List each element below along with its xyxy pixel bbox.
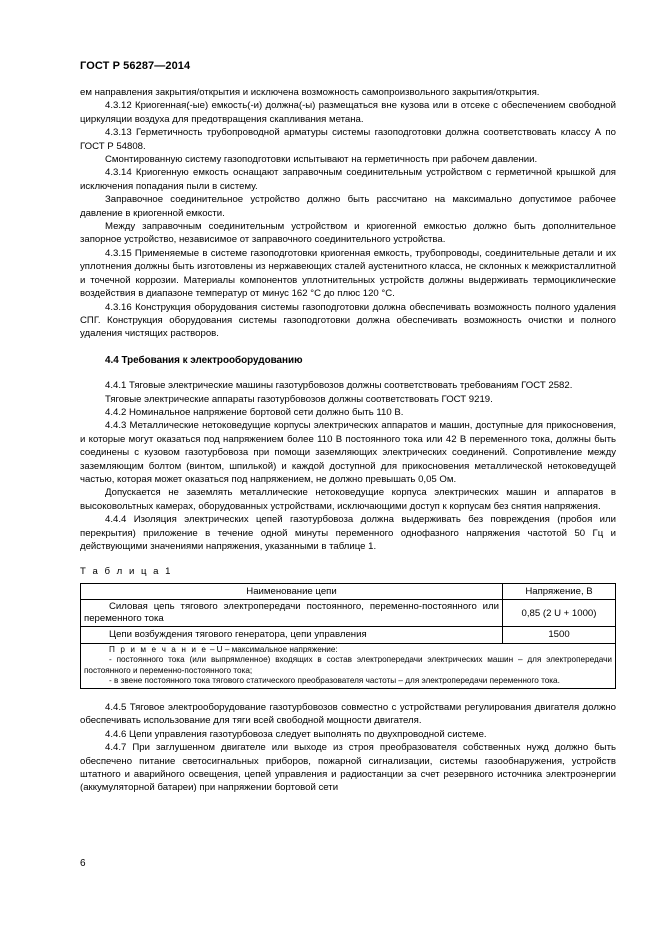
paragraph: 4.3.15 Применяемые в системе газоподготовки криогенная емкость, трубопроводы, соединительные детали и их уплотнения должны быть изготовлены из нержавеющих сталей аустенитного класса, не склонных к межкристаллитной и точечной коррозии. Материалы компонентов уплотнительных устройств должны выдерживать термоциклические воздействия в диапазоне температур от минус 162 °С до плюс 120 °С. xyxy=(80,247,616,300)
paragraph: 4.4.5 Тяговое электрооборудование газотурбовозов совместно с устройствами регулирования двигателя должно обеспечивать использование для тяги всей свободной мощности двигателя. xyxy=(80,702,616,727)
paragraph: 4.4.2 Номинальное напряжение бортовой сети должно быть 110 В. xyxy=(105,406,404,418)
note-title xyxy=(84,645,612,656)
table-header-row xyxy=(81,583,616,599)
table-cell-circuit: Силовая цепь тягового электропередачи постоянного, переменно-постоянного или переменного тока xyxy=(81,600,503,627)
note-label: П р и м е ч а н и е xyxy=(109,644,208,654)
paragraph: 4.3.13 Герметичность трубопроводной арматуры системы газоподготовки должна соответствовать классу А по ГОСТ Р 54808. xyxy=(80,127,616,152)
table-caption: Т а б л и ц а 1 xyxy=(80,566,173,578)
note-line: - в звене постоянного тока тягового статического преобразователя частоты – для электропередачи переменного тока. xyxy=(109,676,560,686)
paragraph: 4.4.3 Металлические нетоковедущие корпусы электрических аппаратов и машин, доступные для прикосновения, и которые могут оказаться под напряжением более 110 В постоянного тока или 42 В переменного тока, должны быть соединены с кузовом газотурбовоза при помощи заземляющих электрических соединений. Сопротивление между заземляющим болтом (винтом, шпилькой) и каждой доступной для прикосновения металлической нетоковедущей частью, которая может оказаться под напряжением, не должно превышать 0,05 Ом. xyxy=(80,420,616,485)
table-cell-voltage: 0,85 (2 U + 1000) xyxy=(503,600,616,627)
paragraph: 4.3.12 Криогенная(-ые) емкость(-и) должна(-ы) размещаться вне кузова или в отсеке с обеспечением свободной циркуляции воздуха для предотвращения скапливания метана. xyxy=(80,100,616,125)
paragraph: Смонтированную систему газоподготовки испытывают на герметичность при рабочем давлении. xyxy=(105,154,538,166)
column-header-circuit: Наименование цепи xyxy=(81,583,503,599)
document-body xyxy=(80,86,616,795)
table-cell-circuit: Цепи возбуждения тягового генератора, цепи управления xyxy=(81,627,503,643)
page-number: 6 xyxy=(80,858,86,869)
voltage-table xyxy=(80,583,616,689)
note-intro: – U – максимальное напряжение: xyxy=(207,644,338,654)
table-cell-voltage: 1500 xyxy=(503,627,616,643)
table-note xyxy=(81,643,616,688)
paragraph: 4.4.7 При заглушенном двигателе или выходе из строя преобразователя собственных нужд должно быть обеспечено питание светосигнальных приборов, пожарной сигнализации, системы газообнаружения, устройств штатного и аварийного освещения, цепей управления и радиостанции за счет резервного источника электроэнергии (аккумуляторной батареи) при напряжении бортовой сети xyxy=(80,742,616,794)
column-header-voltage: Напряжение, В xyxy=(503,583,616,599)
note-line: - постоянного тока (или выпрямленное) входящих в состав электропередачи электрических машин – для электропередачи постоянного и переменно-постоянного тока; xyxy=(84,655,612,675)
paragraph: 4.3.16 Конструкция оборудования системы газоподготовки должна обеспечивать возможность полного удаления СПГ. Конструкция оборудования системы газоподготовки должна обеспечивать возможность очистки и полного удаления чистящих растворов. xyxy=(80,301,616,340)
paragraph: 4.4.4 Изоляция электрических цепей газотурбовоза должна выдерживать без повреждения (пробоя или перекрытия) приложение в течение одной минуты переменного однофазного напряжения частотой 50 Гц и действующими значениями напряжения, указанными в таблице 1. xyxy=(80,514,616,552)
table-note-row xyxy=(81,643,616,688)
table-row xyxy=(81,600,616,627)
standard-header: ГОСТ Р 56287—2014 xyxy=(80,60,191,72)
paragraph: 4.3.14 Криогенную емкость оснащают заправочным соединительным устройством с герметичной крышкой для исключения попадания пыли в систему. xyxy=(80,167,616,192)
paragraph: Заправочное соединительное устройство должно быть рассчитано на максимально допустимое рабочее давление в криогенной емкости. xyxy=(80,194,616,219)
table-row xyxy=(81,627,616,643)
section-title: 4.4 Требования к электрооборудованию xyxy=(105,354,303,366)
paragraph: Между заправочным соединительным устройством и криогенной емкостью должно быть дополнительное запорное устройство, независимое от заправочного соединительного устройства. xyxy=(80,221,616,246)
paragraph: Тяговые электрические аппараты газотурбовозов должны соответствовать ГОСТ 9219. xyxy=(105,393,493,405)
paragraph: 4.4.1 Тяговые электрические машины газотурбовозов должны соответствовать требованиям ГОСТ 2582. xyxy=(105,380,573,392)
paragraph: Допускается не заземлять металлические нетоковедущие корпуса электрических машин и аппаратов в высоковольтных камерах, оборудованных устройствами, исключающими доступ к корпусам без снятия напряжения. xyxy=(80,487,616,512)
after-table-block xyxy=(80,701,616,795)
paragraph: 4.4.6 Цепи управления газотурбовоза следует выполнять по двухпроводной системе. xyxy=(105,728,487,740)
paragraph: ем направления закрытия/открытия и исключена возможность самопроизвольного закрытия/открытия. xyxy=(80,87,540,98)
